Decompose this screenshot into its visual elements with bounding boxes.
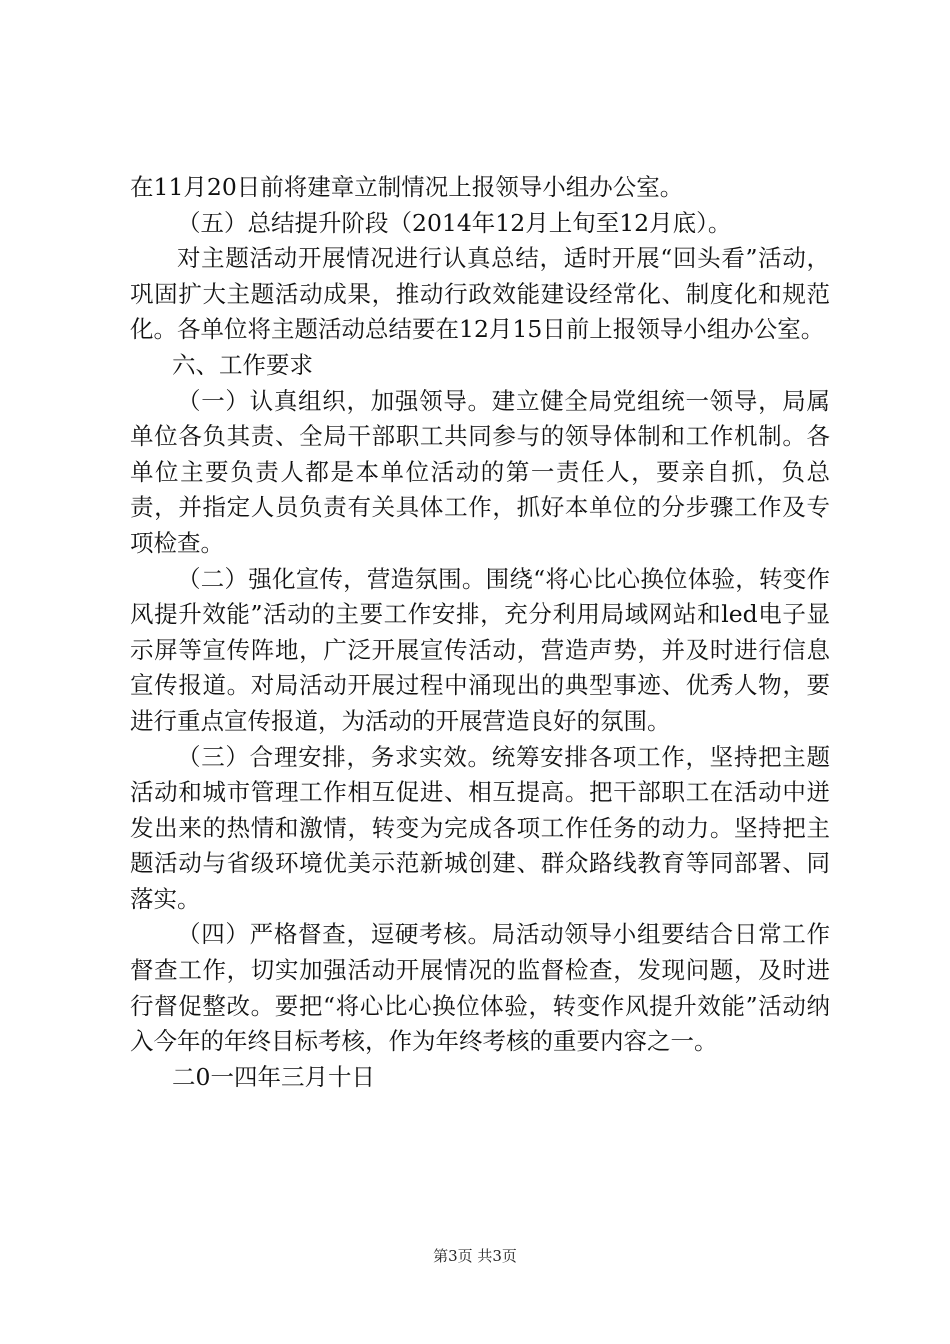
paragraph-requirement-four: （四）严格督查，逗硬考核。局活动领导小组要结合日常工作督查工作，切实加强活动开展情况的监督检查，发现问题，及时进行督促整改。要把“将心比心换位体验，转变作风提升效能”活动纳入今年的年终目标考核，作为年终考核的重要内容之一。 (130, 920, 830, 1056)
document-date: 二0一四年三月十日 (172, 1062, 375, 1091)
page-number-label: 第3页 共3页 (433, 1247, 517, 1265)
paragraph-stage-five-body: 对主题活动开展情况进行认真总结，适时开展“回头看”活动，巩固扩大主题活动成果，推动行政效能建设经常化、制度化和规范化。各单位将主题活动总结要在12月15日前上报领导小组办公室。 (130, 244, 830, 344)
page-footer (0, 1245, 950, 1266)
paragraph-requirement-two: （二）强化宣传，营造氛围。围绕“将心比心换位体验，转变作风提升效能”活动的主要工作安排，充分利用局域网站和led电子显示屏等宣传阵地，广泛开展宣传活动，营造声势，并及时进行信息宣传报道。对局活动开展过程中涌现出的典型事迹、优秀人物，要进行重点宣传报道，为活动的开展营造良好的氛围。 (130, 564, 830, 735)
paragraph-requirement-one: （一）认真组织，加强领导。建立健全局党组统一领导，局属单位各负其责、全局干部职工共同参与的领导体制和工作机制。各单位主要负责人都是本单位活动的第一责任人，要亲自抓，负总责，并指定人员负责有关具体工作，抓好本单位的分步骤工作及专项检查。 (130, 386, 830, 557)
paragraph-requirement-three: （三）合理安排，务求实效。统筹安排各项工作，坚持把主题活动和城市管理工作相互促进、相互提高。把干部职工在活动中迸发出来的热情和激情，转变为完成各项工作任务的动力。坚持把主题活动与省级环境优美示范新城创建、群众路线教育等同部署、同落实。 (130, 742, 830, 913)
document-body (130, 170, 830, 1095)
section-heading-work-requirements: 六、工作要求 (172, 350, 313, 379)
paragraph-stage-five-heading: （五）总结提升阶段（2014年12月上旬至12月底）。 (177, 208, 732, 237)
paragraph-deadline: 在11月20日前将建章立制情况上报领导小组办公室。 (130, 173, 684, 201)
